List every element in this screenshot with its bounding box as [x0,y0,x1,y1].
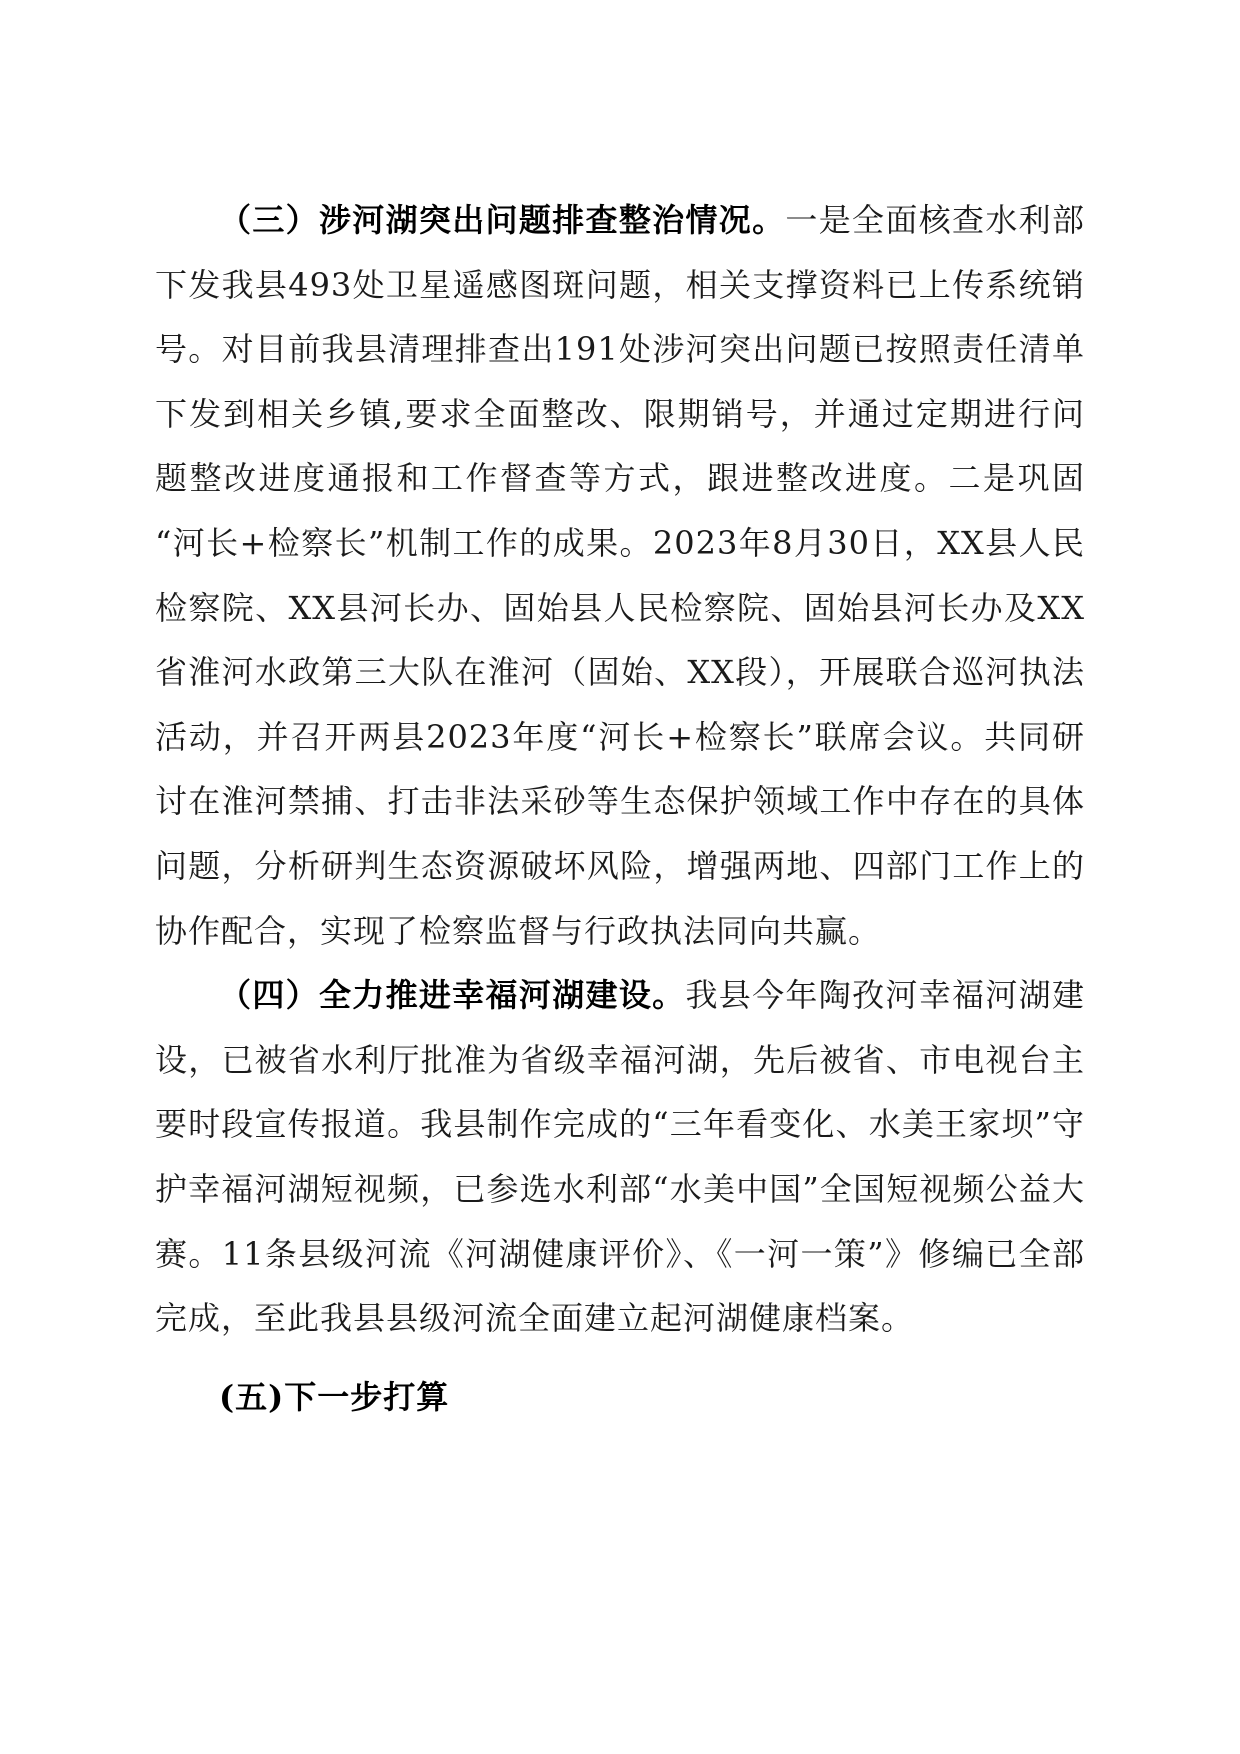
document-body [155,188,1085,1429]
section-5-heading: (五)下一步打算 [219,1377,450,1416]
paragraph-section-3 [155,188,1085,963]
section-4-body: 我县今年陶孜河幸福河湖建设，已被省水利厅批准为省级幸福河湖，先后被省、市电视台主要时段宣传报道。我县制作完成的“三年看变化、水美王家坝”守护幸福河湖短视频，已参选水利部“水美中国”全国短视频公益大赛。11条县级河流《河湖健康评价》、《一河一策”》修编已全部完成，至此我县县级河流全面建立起河湖健康档案。 [155,976,1085,1338]
paragraph-section-4 [155,963,1085,1351]
section-4-heading: （四）全力推进幸福河湖建设。 [219,976,686,1015]
section-3-heading: （三）涉河湖突出问题排查整治情况。 [219,201,786,239]
section-3-body: 一是全面核查水利部下发我县493处卫星遥感图斑问题，相关支撑资料已上传系统销号。对目前我县清理排查出191处涉河突出问题已按照责任清单下发到相关乡镇,要求全面整改、限期销号，并通过定期进行问题整改进度通报和工作督查等方式，跟进整改进度。二是巩固 “河长+检察长”机制工作的成果。2023年8月30日，XX县人民检察院、XX县河长办、固始县人民检察院、固始县河长办及XX省淮河水政第三大队在淮河（固始、XX段），开展联合巡河执法活动，并召开两县2023年度“河长+检察长”联席会议。共同研讨在淮河禁捕、打击非法采砂等生态保护领域工作中存在的具体问题，分析研判生态资源破坏风险，增强两地、四部门工作上的协作配合，实现了检察监督与行政执法同向共赢。 [155,201,1085,950]
